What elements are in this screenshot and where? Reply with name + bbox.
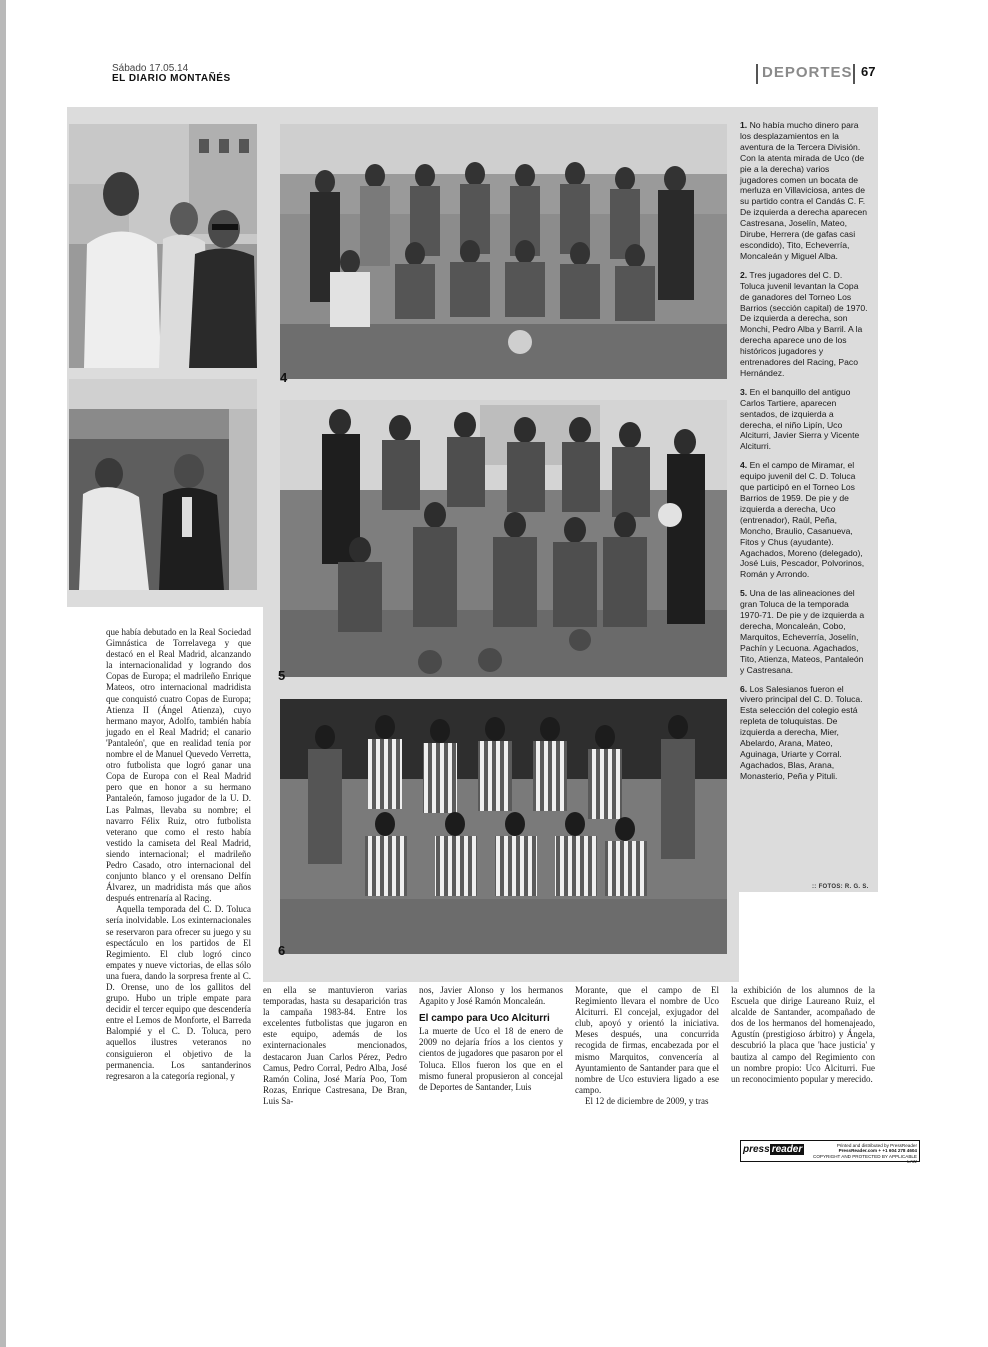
photo-6-salesianos-team bbox=[280, 699, 727, 954]
photo-3-dugout bbox=[69, 379, 257, 590]
photo-5-toluca-1970-71 bbox=[280, 400, 727, 677]
section-title: DEPORTES bbox=[762, 64, 853, 81]
photo-4-number: 4 bbox=[280, 370, 288, 385]
article-paragraph: nos, Javier Alonso y los hermanos Agapito y José Ramón Moncaleán. bbox=[419, 985, 563, 1007]
photo-4-juvenil-team-1959 bbox=[280, 124, 727, 379]
caption-1: 1. No había mucho dinero para los desplazamientos en la aventura de la Tercera División. Con la atenta mirada de Uco (de pie a la derecha) varios jugadores comen un bocata de merluza en Villaviciosa, antes de su partido contra el Candás C. F. De izquierda a derecha aparecen Castresana, Joselín, Mateo, Dirube, Herrera (de gafas casi escondido), Tito, Echeverría, Moncaleán y Miguel Alba. bbox=[740, 120, 868, 261]
caption-5: 5. Una de las alineaciones del gran Toluca de la temporada 1970-71. De pie y de izquierda a derecha, Moncaleán, Cobo, Marquitos, Echeverría, Joselín, Pachín y Lecuona. Agachados, Tito, Atienza, Mateos, Pantaleón y Castresana. bbox=[740, 588, 865, 675]
article-column-3 bbox=[419, 985, 563, 1093]
newspaper-name: EL DIARIO MONTAÑÉS bbox=[112, 73, 231, 84]
article-paragraph: Aquella temporada del C. D. Toluca sería inolvidable. Los exinternacionales se reservaron para ofrecer su juego y su espectáculo en los partidos de El Regimiento. El club logró cinco empates y nueve victorias, de ellas sólo una fuera, dando la sorpresa frente al C. D. Orense, uno de los gallitos del grupo. Hubo un triple empate para decidir el tercer equipo que descendería entre el Lemos de Monforte, el Barreda Balompié y el C. D. Toluca, pero aquellos ilustres veteranos no consiguieron el objetivo de la permanencia. Los santanderinos regresaron a la categoría regional, y bbox=[106, 904, 251, 1081]
article-column-4 bbox=[575, 985, 719, 1107]
article-paragraph: que había debutado en la Real Sociedad Gimnástica de Torrelavega y que destacó en el Real Madrid, alcanzando la internacionalidad y logrando dos Copas de Europa; el madrileño Enrique Mateos, otro internacional madridista que conquistó cuatro Copas de Europa; Atienza II (Ángel Atienza), cuyo hermano mayor, Adolfo, también había jugado en el Real Madrid; el canario 'Pantaleón', que en realidad tenía por nombre el de Manuel Quevedo Verretta, otro futbolista que logró ganar una Copa de Europa con el Real Madrid pero que en honor a su hermano Pantaleón, famoso jugador de la U. D. Las Palmas, llevaba su nombre; el navarro Félix Ruiz, otro futbolista veterano que como el resto había vestido la camiseta del Real Madrid, siendo internacional; el madrileño Pedro Casado, otro internacional del conjunto blanco y el orensano Delfín Álvarez, un madridista más que años después entrenaría al Racing. bbox=[106, 627, 251, 904]
article-paragraph: en ella se mantuvieron varias temporadas, hasta su desaparición tras la campaña 1983-84. Entre los excelentes futbolistas que jugaron en este equipo, además de los exinternacionales mencionados, destacaron Juan Carlos Pérez, Pedro Camus, Pedro Corral, Pedro Alba, José Ramón Colina, José María Poo, Tom Rozas, Enrique Castresana, De Bran, Luis Sa- bbox=[263, 985, 407, 1106]
header-divider bbox=[756, 64, 758, 84]
pressreader-notice: Printed and distributed by PressReader PressReader.com + +1 604 278 4604 COPYRIGHT AND PROTECTED BY APPLICABLE LAW bbox=[813, 1143, 917, 1165]
issue-date: Sábado 17.05.14 bbox=[112, 63, 189, 74]
article-paragraph: la exhibición de los alumnos de la Escuela que dirige Laureano Ruiz, el alcalde de Santander, acompañado de dos de los hermanos del homenajeado, Agustín (prestigioso árbitro) y Ángela, descubrió la placa que 'hace justicia' y bautiza al campo del Regimiento con un nombre propio: Uco Alciturri. Fue un reconocimiento popular y merecido. bbox=[731, 985, 875, 1084]
photo-1-players-meal bbox=[69, 124, 257, 368]
page-number: 67 bbox=[861, 64, 876, 79]
article-column-5 bbox=[731, 985, 875, 1085]
pressreader-logo: press reader bbox=[743, 1144, 803, 1155]
caption-2: 2. Tres jugadores del C. D. Toluca juvenil levantan la Copa de ganadores del Torneo Los Barrios (sección capital) de 1970. De izquierda a derecha, son Monchi, Pedro Alba y Barril. A la derecha aparece uno de los históricos jugadores y entrenadores del Racing, Paco Hernández. bbox=[740, 269, 868, 378]
article-paragraph: Morante, que el campo de El Regimiento llevara el nombre de Uco Alciturri. El concejal, exjugador del club, apoyó y orientó la iniciativa. Meses después, una concurrida recogida de firmas, encabezada por el mismo Marquitos, convencería al Ayuntamiento de Santander para que el nombre de Uco estuviera ligado a ese campo. bbox=[575, 985, 719, 1095]
header-divider bbox=[853, 64, 855, 84]
page-edge-bar bbox=[0, 0, 6, 1347]
article-column-1 bbox=[106, 627, 251, 1082]
article-paragraph: La muerte de Uco el 18 de enero de 2009 no dejaría fríos a los cientos y cientos de jugadores que pasaron por el Toluca. Ellos fueron los que en el mismo funeral propusieron al concejal de Deportes de Santander, Luis bbox=[419, 1026, 563, 1092]
article-subheading: El campo para Uco Alciturri bbox=[419, 1013, 550, 1025]
photo-6-number: 6 bbox=[278, 943, 286, 958]
caption-4: 4. En el campo de Miramar, el equipo juvenil del C. D. Toluca que participó en el Torneo Los Barrios de 1959. De pie y de izquierda a derecha, Uco (entrenador), Raúl, Peña, Moncho, Braulio, Casanueva, Fitos y Chus (ayudante). Agachados, Moreno (delegado), José Luis, Pescador, Polvorinos, Román y Arrondo. bbox=[740, 460, 865, 580]
pressreader-stamp bbox=[740, 1140, 920, 1165]
article-paragraph: El 12 de diciembre de 2009, y tras bbox=[585, 1095, 709, 1106]
caption-3: 3. En el banquillo del antiguo Carlos Tartiere, aparecen sentados, de izquierda a derecha, el niño Lipín, Uco Alciturri, Javier Sierra y Vicente Alciturri. bbox=[740, 386, 860, 452]
photo-5-number: 5 bbox=[278, 668, 286, 683]
caption-6: 6. Los Salesianos fueron el vivero principal del C. D. Toluca. Esta selección del colegio está repleta de toluquistas. De izquierda a derecha, Mier, Abelardo, Arana, Mateo, Aguinaga, Uriarte y Corral. Agachados, Blas, Arana, Monasterio, Peña y Pituli. bbox=[740, 683, 863, 781]
article-column-2 bbox=[263, 985, 407, 1107]
photo-captions bbox=[740, 120, 868, 790]
photo-credit: :: FOTOS: R. G. S. bbox=[812, 884, 869, 890]
